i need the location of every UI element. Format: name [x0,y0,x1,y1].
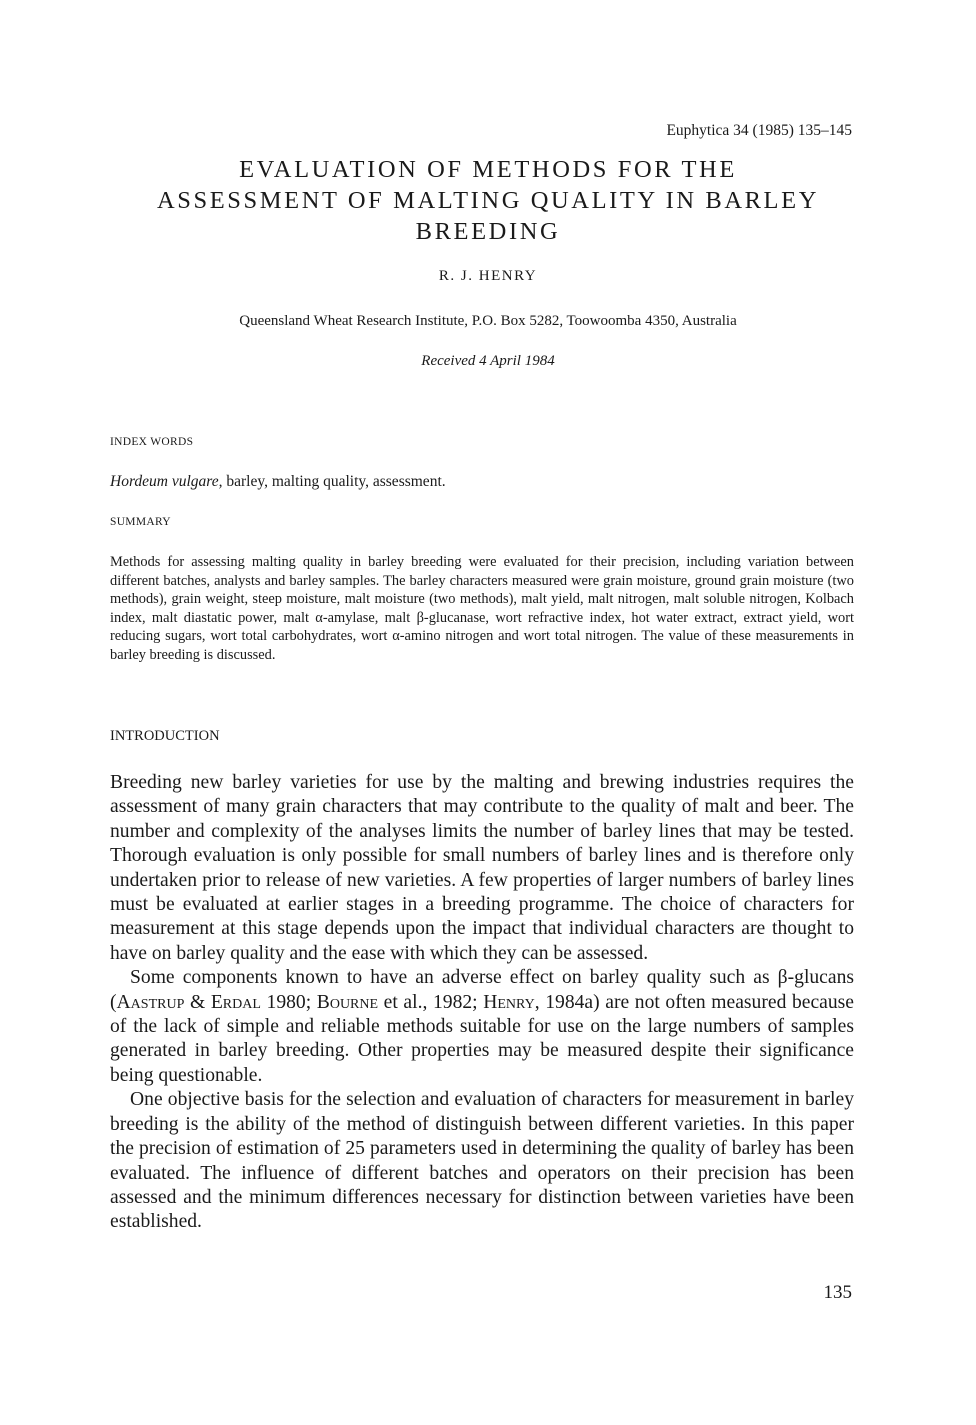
paragraph: Breeding new barley varieties for use by the malting and brewing industries requires the assessment of many grain characters that may contribute to the quality of malt and beer. The number and complexity of the analyses limits the number of barley lines that may be tested. Thorough evaluation is only possible for small numbers of barley lines and is therefore only undertaken prior to release of new varieties. A few properties of larger numbers of barley lines must be evaluated at earlier stages in a breeding programme. The choice of characters for measurement at this stage depends upon the impact that individual characters are thought to have on barley quality and the ease with which they can be assessed. [110,772,854,964]
text-run: 1980; [260,991,317,1013]
page-number: 135 [823,1282,852,1303]
summary-text: Methods for assessing malting quality in barley breeding were evaluated for their precision, including variation between different batches, analysts and barley samples. The barley characters measured were grain moisture, ground grain moisture (two methods), grain weight, steep moisture, malt moisture (two methods), malt yield, malt nitrogen, malt soluble nitrogen, Kolbach index, malt diastatic power, malt α-amylase, malt β-glucanase, wort refractive index, hot water extract, extract yield, wort reducing sugars, wort total carbohydrates, wort α-amino nitrogen and wort total nitrogen. The value of these measurements in barley breeding is discussed. [110,554,854,663]
text-run: Some components known to have an adverse effect on barley quality such as β-glucans ( [110,967,854,1013]
introduction-body [110,771,854,1235]
introduction-heading: INTRODUCTION [110,728,220,744]
citation: Aastrup & Erdal [116,991,261,1013]
index-words-heading: INDEX WORDS [110,436,194,448]
paragraph [110,966,854,1088]
text-run: , 1984a) are not often measured because of the lack of simple and reliable methods suitable for use on the large numbers of samples generated in barley breeding. Other properties may be measured despite their significance being questionable. [110,991,854,1086]
species-name: Hordeum vulgare, [110,473,223,490]
citation: Bourne [316,991,379,1013]
received-date: Received 4 April 1984 [421,353,555,369]
summary-heading: SUMMARY [110,516,171,528]
title-line: ASSESSMENT OF MALTING QUALITY IN BARLEY [157,187,819,214]
index-words-rest: barley, malting quality, assessment. [222,473,446,490]
paragraph: One objective basis for the selection and evaluation of characters for measurement in barley breeding is the ability of the method of distinguish between different varieties. In this paper the precision of estimation of 25 parameters used in determining the quality of barley has been evaluated. The influence of different batches and operators on their precision has been assessed and the minimum differences necessary for distinction between varieties have been established. [110,1089,854,1233]
text-run: et al., 1982; [378,991,484,1013]
index-words [110,473,446,491]
citation: Henry [483,991,535,1013]
title-line: BREEDING [415,218,561,245]
affiliation: Queensland Wheat Research Institute, P.O. Box 5282, Toowoomba 4350, Australia [239,313,737,329]
journal-reference: Euphytica 34 (1985) 135–145 [666,122,852,139]
title-line: EVALUATION OF METHODS FOR THE [239,156,737,183]
article-title [100,154,876,247]
author: R. J. HENRY [438,268,538,284]
